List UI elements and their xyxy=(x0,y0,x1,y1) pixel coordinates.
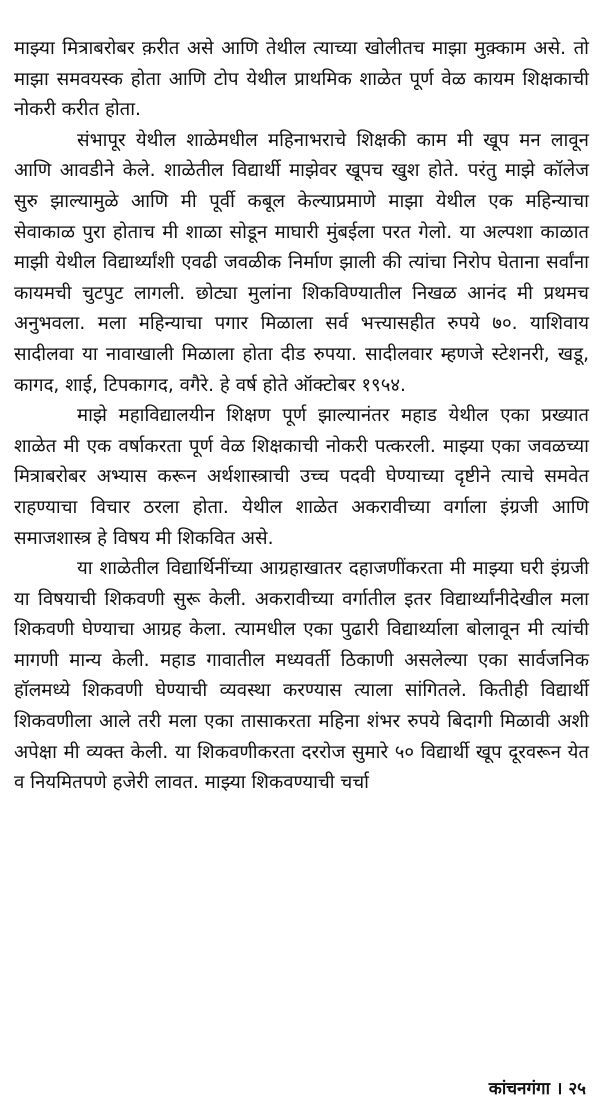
page-footer xyxy=(489,1077,586,1101)
footer-book-title: कांचनगंगा xyxy=(488,1079,551,1099)
footer-page-number: २५ xyxy=(568,1079,586,1099)
paragraph-3: माझे महाविद्यालयीन शिक्षण पूर्ण झाल्यानंतर महाड येथील एका प्रख्यात शाळेत मी एक वर्षाकरता पूर्ण वेळ शिक्षकाची नोकरी पत्करली. माझ्या एका जवळच्या मित्राबरोबर अभ्यास करून अर्थशास्त्राची उच्च पदवी घेण्याच्या दृष्टीने त्याचे समवेत राहण्याचा विचार ठरला होता. येथील शाळेत अकरावीच्या वर्गाला इंग्रजी आणि समाजशास्त्र हे विषय मी शिकवित असे. xyxy=(14,405,589,549)
page-body xyxy=(14,34,589,799)
paragraph-1: माझ्या मित्राबरोबर क़रीत असे आणि तेथील त्याच्या खोलीतच माझा मुक़्काम असे. तो माझा समवयस्क होता आणि टोप येथील प्राथमिक शाळेत पूर्ण वेळ कायम शिक्षकाची नोकरी करीत होता. xyxy=(14,38,589,121)
footer-separator: । xyxy=(555,1079,563,1099)
paragraph-2: संभापूर येथील शाळेमधील महिनाभराचे शिक्षकी काम मी खूप मन लावून आणि आवडीने केले. शाळेतील विद्यार्थी माझेवर खूपच खुश होते. परंतु माझे कॉलेज सुरु झाल्यामुळे आणि मी पूर्वी कबूल केल्याप्रमाणे माझा येथील एक महिन्याचा सेवाकाळ पुरा होताच मी शाळा सोडून माघारी मुंबईला परत गेलो. या अल्पशा काळात माझी येथील विद्यार्थ्यांशी एवढी जवळीक निर्माण झाली की त्यांचा निरोप घेताना सर्वांना कायमची चुटपुट लागली. छोट्या मुलांना शिकविण्यातील निखळ आनंद मी प्रथमच अनुभवला. मला महिन्याचा पगार मिळाला सर्व भत्त्यासहीत रुपये ७०. याशिवाय सादीलवा या नावाखाली मिळाला होता दीड रुपया. सादीलवार म्हणजे स्टेशनरी, खडू, कागद, शाई, टिपकागद, वगैरे. हे वर्ष होते ऑक्टोबर १९५४. xyxy=(14,129,589,396)
paragraph-4: या शाळेतील विद्यार्थिनींच्या आग्रहाखातर दहाजणींकरता मी माझ्या घरी इंग्रजी या विषयाची शिकवणी सुरू केली. अकरावीच्या वर्गातील इतर विद्यार्थ्यांनीदेखील मला शिकवणी घेण्याचा आग्रह केला. त्यामधील एका पुढारी विद्यार्थ्याला बोलावून मी त्यांची मागणी मान्य केली. महाड गावातील मध्यवर्ती ठिकाणी असलेल्या एका सार्वजनिक हॉलमध्ये शिकवणी घेण्याची व्यवस्था करण्यास त्याला सांगितले. कितीही विद्यार्थी शिकवणीला आले तरी मला एका तासाकरता महिना शंभर रुपये बिदागी मिळावी अशी अपेक्षा मी व्यक्त केली. या शिकवणीकरता दररोज सुमारे ५० विद्यार्थी खूप दूरवरून येत व नियमितपणे हजेरी लावत. माझ्या शिकवण्याची चर्चा xyxy=(14,558,589,794)
